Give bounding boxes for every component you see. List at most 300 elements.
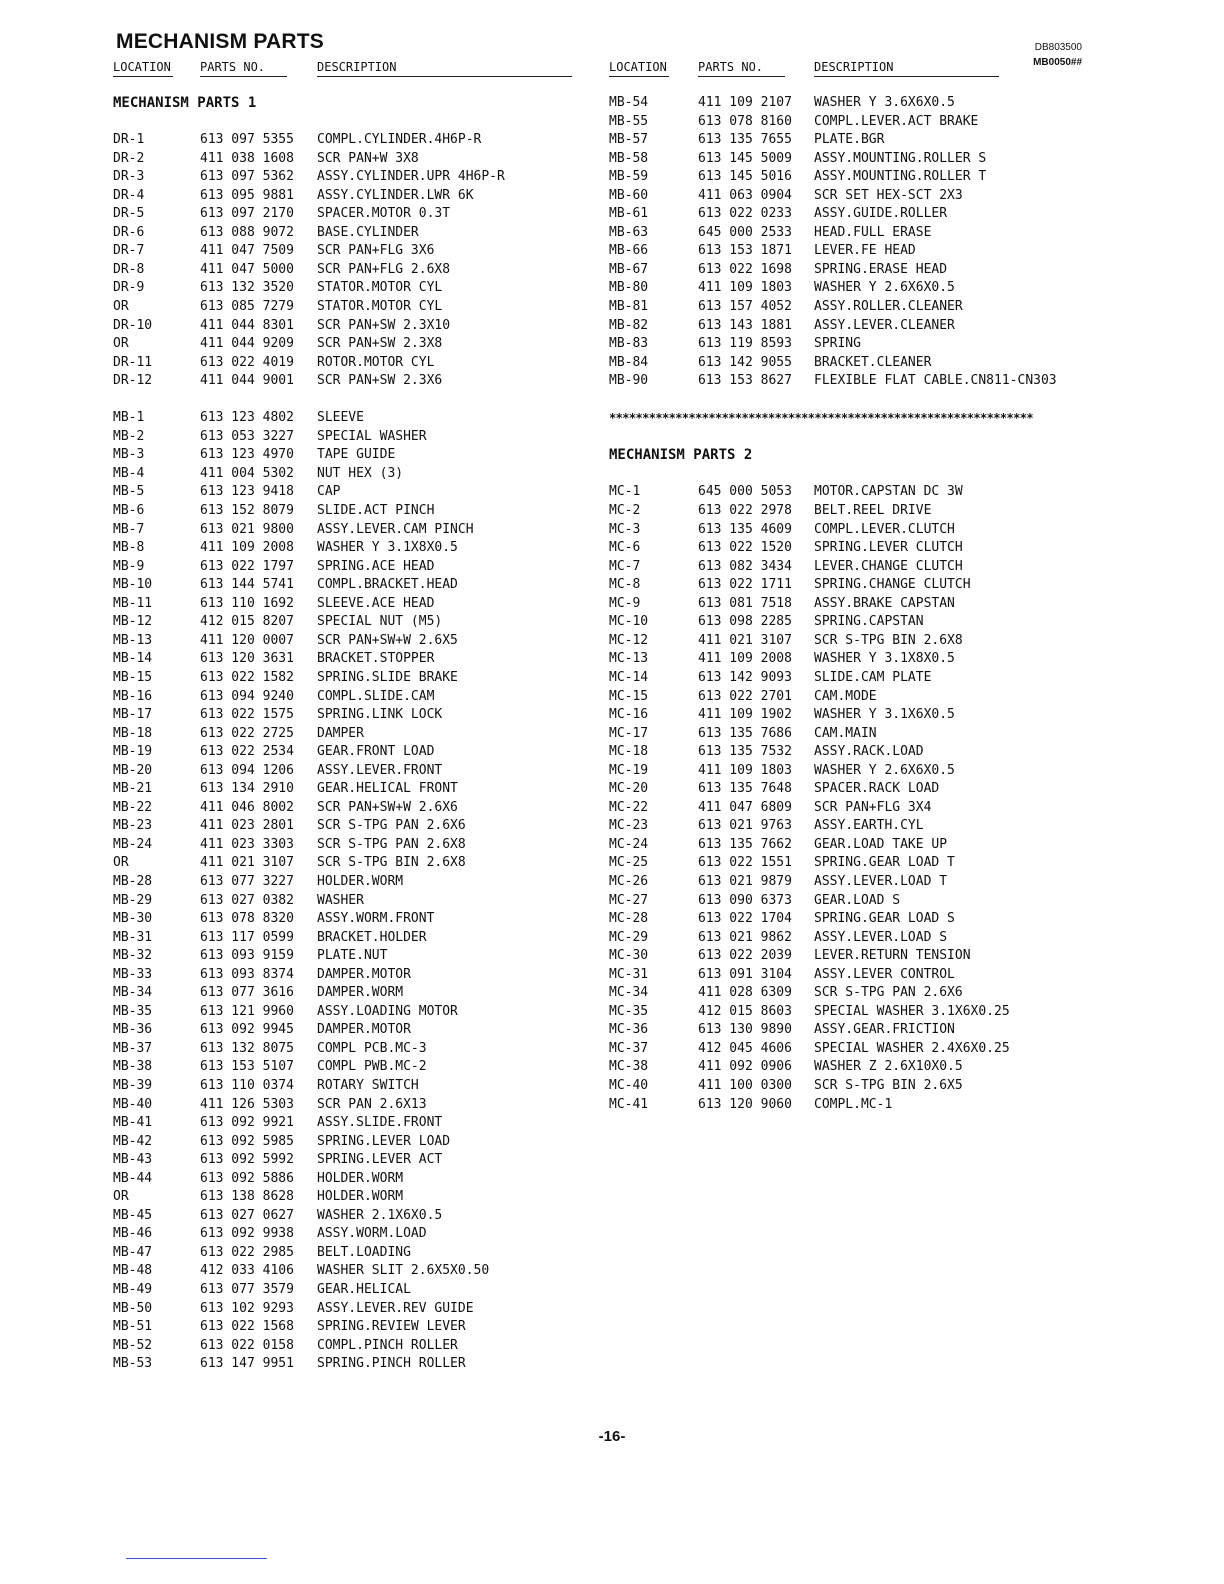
parts-no-cell: 613 022 1698: [698, 261, 792, 277]
parts-no-cell: 613 077 3616: [200, 985, 294, 1001]
header-parts-no: PARTS NO.: [698, 60, 764, 74]
location-cell: MB-11: [113, 595, 153, 611]
location-cell: MC-9: [609, 595, 641, 611]
description-cell: ASSY.LEVER.CLEANER: [814, 317, 955, 333]
location-cell: MC-27: [609, 892, 649, 908]
document-id-secondary: MB0050##: [1033, 57, 1082, 68]
parts-no-cell: 613 092 9945: [200, 1022, 294, 1038]
location-cell: MB-21: [113, 781, 153, 797]
location-cell: MC-41: [609, 1096, 649, 1112]
parts-no-cell: 613 093 9159: [200, 948, 294, 964]
parts-row: [113, 131, 583, 150]
location-cell: MB-42: [113, 1133, 153, 1149]
parts-no-cell: 613 120 9060: [698, 1096, 792, 1112]
parts-no-cell: 613 157 4052: [698, 299, 792, 315]
location-cell: MB-7: [113, 521, 145, 537]
location-cell: MB-4: [113, 465, 145, 481]
description-cell: ASSY.MOUNTING.ROLLER S: [814, 150, 987, 166]
parts-no-cell: 645 000 5053: [698, 484, 792, 500]
parts-row: [113, 372, 583, 391]
parts-no-cell: 613 134 2910: [200, 781, 294, 797]
parts-no-cell: 613 022 2039: [698, 948, 792, 964]
parts-no-cell: 613 077 3579: [200, 1282, 294, 1297]
parts-row: [609, 224, 1079, 243]
location-cell: MB-39: [113, 1077, 153, 1093]
description-cell: ASSY.WORM.LOAD: [317, 1226, 427, 1242]
header-location: LOCATION: [609, 60, 667, 74]
location-cell: DR-7: [113, 243, 145, 259]
parts-no-cell: 411 092 0906: [698, 1059, 792, 1075]
description-cell: COMPL.LEVER.ACT BRAKE: [814, 113, 979, 129]
parts-no-cell: 613 147 9951: [200, 1356, 294, 1372]
parts-no-cell: 613 022 2985: [200, 1244, 294, 1260]
parts-row: [113, 1096, 583, 1115]
parts-row: [113, 446, 583, 465]
parts-no-cell: 613 077 3227: [200, 873, 294, 889]
parts-row: [113, 854, 583, 873]
parts-no-cell: 411 047 6809: [698, 799, 792, 815]
description-cell: STATOR.MOTOR CYL: [317, 280, 443, 296]
description-cell: SCR S-TPG PAN 2.6X6: [317, 818, 466, 834]
parts-row: [113, 242, 583, 261]
location-cell: MB-52: [113, 1337, 153, 1353]
parts-no-cell: 411 047 7509: [200, 243, 294, 259]
description-cell: SPECIAL WASHER 2.4X6X0.25: [814, 1040, 1010, 1056]
parts-no-cell: 613 022 1575: [200, 707, 294, 723]
location-cell: MB-33: [113, 966, 153, 982]
location-cell: MB-17: [113, 707, 153, 723]
description-cell: WASHER Z 2.6X10X0.5: [814, 1059, 963, 1075]
parts-no-cell: 613 135 7655: [698, 132, 792, 148]
description-cell: SPRING.REVIEW LEVER: [317, 1319, 466, 1335]
parts-no-cell: 613 097 2170: [200, 206, 294, 222]
location-cell: MC-30: [609, 948, 649, 964]
location-cell: MB-60: [609, 187, 649, 203]
description-cell: GEAR.HELICAL: [317, 1282, 411, 1297]
location-cell: MB-2: [113, 428, 145, 444]
parts-no-cell: 411 120 0007: [200, 632, 294, 648]
parts-row: [113, 688, 583, 707]
description-cell: WASHER Y 3.1X8X0.5: [814, 651, 955, 667]
description-cell: SPRING.PINCH ROLLER: [317, 1356, 466, 1372]
spacer: [609, 428, 1079, 447]
parts-row: [113, 502, 583, 521]
description-cell: WASHER: [317, 892, 364, 908]
parts-row: [113, 409, 583, 428]
parts-no-cell: 411 109 2008: [200, 540, 294, 556]
description-cell: ROTARY SWITCH: [317, 1077, 419, 1093]
location-cell: MB-80: [609, 280, 649, 296]
parts-no-cell: 613 132 8075: [200, 1040, 294, 1056]
parts-no-cell: 411 126 5303: [200, 1096, 294, 1112]
description-cell: GEAR.LOAD S: [814, 892, 901, 908]
description-cell: ASSY.WORM.FRONT: [317, 911, 435, 927]
location-cell: MC-16: [609, 707, 649, 723]
parts-no-cell: 613 153 8627: [698, 373, 792, 389]
location-cell: MB-12: [113, 614, 153, 630]
description-cell: CAP: [317, 484, 341, 500]
parts-no-cell: 613 145 5016: [698, 169, 792, 185]
location-cell: MB-57: [609, 132, 649, 148]
parts-no-cell: 411 044 8301: [200, 317, 294, 333]
description-cell: SCR S-TPG BIN 2.6X8: [317, 855, 466, 871]
parts-row: [609, 298, 1079, 317]
location-cell: MB-8: [113, 540, 145, 556]
parts-no-cell: 613 021 9763: [698, 818, 792, 834]
parts-row: [113, 521, 583, 540]
parts-no-cell: 613 153 5107: [200, 1059, 294, 1075]
parts-row: [113, 168, 583, 187]
location-cell: MB-15: [113, 669, 153, 685]
parts-no-cell: 613 094 1206: [200, 762, 294, 778]
location-cell: DR-1: [113, 132, 145, 148]
description-cell: SPRING.LINK LOCK: [317, 707, 443, 723]
parts-no-cell: 412 015 8603: [698, 1003, 792, 1019]
parts-no-cell: 411 023 2801: [200, 818, 294, 834]
description-cell: DAMPER.MOTOR: [317, 1022, 411, 1038]
parts-row: [113, 1003, 583, 1022]
parts-no-cell: 613 092 5985: [200, 1133, 294, 1149]
parts-no-cell: 613 097 5362: [200, 169, 294, 185]
description-cell: BRACKET.HOLDER: [317, 929, 427, 945]
parts-no-cell: 613 022 1520: [698, 540, 792, 556]
header-description: DESCRIPTION: [814, 60, 894, 74]
description-cell: COMPL.PINCH ROLLER: [317, 1337, 458, 1353]
location-cell: MB-45: [113, 1207, 153, 1223]
parts-row: [609, 483, 1079, 502]
parts-row: [609, 725, 1079, 744]
location-cell: MB-32: [113, 948, 153, 964]
description-cell: SCR PAN+SW 2.3X8: [317, 336, 443, 352]
parts-no-cell: 613 152 8079: [200, 503, 294, 519]
description-cell: ASSY.BRAKE CAPSTAN: [814, 595, 955, 611]
parts-no-cell: 613 022 1582: [200, 669, 294, 685]
location-cell: MB-84: [609, 354, 649, 370]
parts-row: [609, 279, 1079, 298]
parts-no-cell: 613 022 1551: [698, 855, 792, 871]
parts-no-cell: 613 097 5355: [200, 132, 294, 148]
parts-row: [609, 854, 1079, 873]
parts-no-cell: 411 109 1803: [698, 762, 792, 778]
header-description: DESCRIPTION: [317, 60, 397, 74]
footer-rule: [126, 1558, 267, 1559]
parts-row: [113, 465, 583, 484]
parts-no-cell: 613 022 2978: [698, 503, 792, 519]
description-cell: COMPL PWB.MC-2: [317, 1059, 427, 1075]
separator-asterisks: ****************************************************************: [609, 411, 1033, 426]
location-cell: MB-30: [113, 911, 153, 927]
location-cell: MB-10: [113, 577, 153, 593]
location-cell: MB-22: [113, 799, 153, 815]
location-cell: MB-13: [113, 632, 153, 648]
description-cell: HOLDER.WORM: [317, 1170, 404, 1186]
description-cell: ASSY.MOUNTING.ROLLER T: [814, 169, 987, 185]
description-cell: NUT HEX (3): [317, 465, 404, 481]
description-cell: ASSY.CYLINDER.LWR 6K: [317, 187, 474, 203]
parts-row: [113, 1170, 583, 1189]
location-cell: MC-37: [609, 1040, 649, 1056]
parts-row: [113, 632, 583, 651]
location-cell: MB-49: [113, 1282, 153, 1297]
parts-row: [113, 650, 583, 669]
location-cell: MC-24: [609, 836, 649, 852]
spacer: [113, 391, 583, 410]
location-cell: MB-90: [609, 373, 649, 389]
parts-row: [113, 1058, 583, 1077]
parts-no-cell: 411 038 1608: [200, 150, 294, 166]
parts-no-cell: 411 109 1803: [698, 280, 792, 296]
header-underline: [609, 76, 669, 77]
description-cell: SCR S-TPG BIN 2.6X8: [814, 632, 963, 648]
parts-no-cell: 412 045 4606: [698, 1040, 792, 1056]
description-cell: WASHER Y 2.6X6X0.5: [814, 762, 955, 778]
location-cell: MC-38: [609, 1059, 649, 1075]
parts-row: [113, 817, 583, 836]
parts-row: [113, 1077, 583, 1096]
parts-row: [609, 539, 1079, 558]
parts-row: [609, 762, 1079, 781]
location-cell: MB-20: [113, 762, 153, 778]
parts-row: [609, 892, 1079, 911]
parts-row: [113, 743, 583, 762]
description-cell: ASSY.SLIDE.FRONT: [317, 1115, 443, 1131]
parts-row: [113, 1355, 583, 1374]
parts-row: [609, 780, 1079, 799]
parts-no-cell: 613 022 0233: [698, 206, 792, 222]
description-cell: ASSY.CYLINDER.UPR 4H6P-R: [317, 169, 505, 185]
parts-row: [113, 1114, 583, 1133]
description-cell: SPRING.LEVER LOAD: [317, 1133, 451, 1149]
location-cell: MB-24: [113, 836, 153, 852]
parts-row: [113, 613, 583, 632]
parts-no-cell: 613 022 1797: [200, 558, 294, 574]
parts-no-cell: 411 044 9001: [200, 373, 294, 389]
description-cell: GEAR.HELICAL FRONT: [317, 781, 458, 797]
parts-no-cell: 411 109 2008: [698, 651, 792, 667]
location-cell: MB-66: [609, 243, 649, 259]
location-cell: MB-54: [609, 95, 649, 110]
description-cell: SPRING: [814, 336, 861, 352]
description-cell: SCR PAN+SW 2.3X10: [317, 317, 451, 333]
parts-row: [609, 799, 1079, 818]
parts-row: [113, 595, 583, 614]
description-cell: WASHER Y 2.6X6X0.5: [814, 280, 955, 296]
parts-row: [113, 780, 583, 799]
section-heading: MECHANISM PARTS 2: [609, 447, 753, 464]
location-cell: MB-43: [113, 1152, 153, 1168]
description-cell: SPECIAL NUT (M5): [317, 614, 443, 630]
location-cell: MC-17: [609, 725, 649, 741]
location-cell: MC-22: [609, 799, 649, 815]
header-location: LOCATION: [113, 60, 171, 74]
description-cell: DAMPER.MOTOR: [317, 966, 411, 982]
location-cell: MC-31: [609, 966, 649, 982]
parts-row: [609, 335, 1079, 354]
location-cell: MB-81: [609, 299, 649, 315]
description-cell: COMPL PCB.MC-3: [317, 1040, 427, 1056]
parts-row: [113, 1133, 583, 1152]
location-cell: OR: [113, 1189, 129, 1205]
parts-no-cell: 613 021 9879: [698, 873, 792, 889]
parts-row: [609, 873, 1079, 892]
description-cell: BRACKET.STOPPER: [317, 651, 435, 667]
parts-row: [113, 1337, 583, 1356]
description-cell: CAM.MODE: [814, 688, 877, 704]
parts-row: [609, 502, 1079, 521]
parts-no-cell: 412 033 4106: [200, 1263, 294, 1279]
description-cell: ASSY.LEVER.REV GUIDE: [317, 1300, 474, 1316]
parts-row: [609, 706, 1079, 725]
parts-no-cell: 411 109 1902: [698, 707, 792, 723]
description-cell: TAPE GUIDE: [317, 447, 396, 463]
parts-row: [609, 1077, 1079, 1096]
location-cell: MB-48: [113, 1263, 153, 1279]
parts-row: [113, 428, 583, 447]
parts-row: [113, 873, 583, 892]
description-cell: HEAD.FULL ERASE: [814, 224, 932, 240]
description-cell: BELT.LOADING: [317, 1244, 411, 1260]
location-cell: DR-10: [113, 317, 153, 333]
parts-row: [609, 205, 1079, 224]
parts-no-cell: 613 053 3227: [200, 428, 294, 444]
spacer: [609, 465, 1079, 484]
parts-no-cell: 613 094 9240: [200, 688, 294, 704]
parts-row: [113, 1151, 583, 1170]
parts-row: [609, 632, 1079, 651]
parts-row: [113, 706, 583, 725]
description-cell: SPRING.CHANGE CLUTCH: [814, 577, 971, 593]
parts-row: [113, 1188, 583, 1207]
parts-no-cell: 613 123 4802: [200, 410, 294, 426]
parts-row: [113, 1021, 583, 1040]
description-cell: MOTOR.CAPSTAN DC 3W: [814, 484, 963, 500]
description-cell: ASSY.LEVER.FRONT: [317, 762, 443, 778]
parts-no-cell: 411 021 3107: [698, 632, 792, 648]
header-underline: [698, 76, 785, 77]
location-cell: MB-19: [113, 744, 153, 760]
description-cell: ROTOR.MOTOR CYL: [317, 354, 435, 370]
parts-row: [113, 1225, 583, 1244]
parts-no-cell: 613 123 4970: [200, 447, 294, 463]
parts-row: [609, 910, 1079, 929]
location-cell: MB-58: [609, 150, 649, 166]
parts-no-cell: 411 100 0300: [698, 1077, 792, 1093]
parts-row: [113, 947, 583, 966]
parts-no-cell: 613 022 4019: [200, 354, 294, 370]
parts-row: [113, 984, 583, 1003]
parts-no-cell: 613 027 0627: [200, 1207, 294, 1223]
location-cell: MC-40: [609, 1077, 649, 1093]
description-cell: ASSY.LEVER CONTROL: [814, 966, 955, 982]
page-number: -16-: [598, 1428, 626, 1445]
parts-no-cell: 613 135 7662: [698, 836, 792, 852]
description-cell: WASHER Y 3.1X8X0.5: [317, 540, 458, 556]
description-cell: SPECIAL WASHER 3.1X6X0.25: [814, 1003, 1010, 1019]
parts-row: [113, 1207, 583, 1226]
location-cell: OR: [113, 855, 129, 871]
location-cell: MC-12: [609, 632, 649, 648]
location-cell: MC-25: [609, 855, 649, 871]
section-heading: MECHANISM PARTS 1: [113, 95, 257, 111]
parts-row: [113, 354, 583, 373]
description-cell: COMPL.MC-1: [814, 1096, 893, 1112]
parts-row: [609, 354, 1079, 373]
parts-row: [113, 224, 583, 243]
description-cell: ASSY.GUIDE.ROLLER: [814, 206, 948, 222]
parts-no-cell: 613 092 9938: [200, 1226, 294, 1242]
parts-no-cell: 613 120 3631: [200, 651, 294, 667]
location-cell: OR: [113, 336, 129, 352]
parts-no-cell: 613 110 0374: [200, 1077, 294, 1093]
description-cell: ASSY.RACK.LOAD: [814, 744, 924, 760]
parts-no-cell: 411 109 2107: [698, 95, 792, 110]
parts-row: [609, 966, 1079, 985]
description-cell: SCR PAN+SW+W 2.6X5: [317, 632, 458, 648]
location-cell: MB-18: [113, 725, 153, 741]
location-cell: MB-51: [113, 1319, 153, 1335]
location-cell: MC-3: [609, 521, 641, 537]
parts-row: [113, 966, 583, 985]
parts-no-cell: 613 144 5741: [200, 577, 294, 593]
location-cell: MB-53: [113, 1356, 153, 1372]
parts-row: [113, 150, 583, 169]
description-cell: COMPL.SLIDE.CAM: [317, 688, 435, 704]
location-cell: MB-16: [113, 688, 153, 704]
parts-no-cell: 613 088 9072: [200, 224, 294, 240]
description-cell: COMPL.CYLINDER.4H6P-R: [317, 132, 482, 148]
parts-row: [113, 298, 583, 317]
description-cell: SCR S-TPG PAN 2.6X6: [814, 985, 963, 1001]
location-cell: MB-9: [113, 558, 145, 574]
location-cell: MC-10: [609, 614, 649, 630]
description-cell: SCR SET HEX-SCT 2X3: [814, 187, 963, 203]
parts-row: [609, 1058, 1079, 1077]
description-cell: ASSY.LEVER.LOAD S: [814, 929, 948, 945]
description-cell: HOLDER.WORM: [317, 1189, 404, 1205]
description-cell: SPRING.LEVER CLUTCH: [814, 540, 963, 556]
header-underline: [113, 76, 173, 77]
parts-no-cell: 613 091 3104: [698, 966, 792, 982]
parts-no-cell: 613 110 1692: [200, 595, 294, 611]
description-cell: SLIDE.CAM PLATE: [814, 669, 932, 685]
location-cell: DR-9: [113, 280, 145, 296]
description-cell: SCR PAN+FLG 3X6: [317, 243, 435, 259]
parts-no-cell: 613 098 2285: [698, 614, 792, 630]
location-cell: MB-50: [113, 1300, 153, 1316]
location-cell: MB-37: [113, 1040, 153, 1056]
parts-no-cell: 613 135 7532: [698, 744, 792, 760]
description-cell: DAMPER: [317, 725, 364, 741]
location-cell: DR-11: [113, 354, 153, 370]
location-cell: MC-36: [609, 1022, 649, 1038]
description-cell: SPRING.CAPSTAN: [814, 614, 924, 630]
description-cell: ASSY.ROLLER.CLEANER: [814, 299, 963, 315]
parts-no-cell: 613 123 9418: [200, 484, 294, 500]
parts-no-cell: 613 022 2701: [698, 688, 792, 704]
description-cell: SCR PAN+FLG 2.6X8: [317, 261, 451, 277]
parts-row: [609, 1040, 1079, 1059]
description-cell: SPACER.RACK LOAD: [814, 781, 940, 797]
parts-no-cell: 613 117 0599: [200, 929, 294, 945]
description-cell: SPRING.ERASE HEAD: [814, 261, 948, 277]
description-cell: PLATE.BGR: [814, 132, 885, 148]
location-cell: DR-2: [113, 150, 145, 166]
parts-row: [609, 187, 1079, 206]
location-cell: MB-83: [609, 336, 649, 352]
location-cell: DR-5: [113, 206, 145, 222]
parts-row: [113, 836, 583, 855]
location-cell: MC-14: [609, 669, 649, 685]
